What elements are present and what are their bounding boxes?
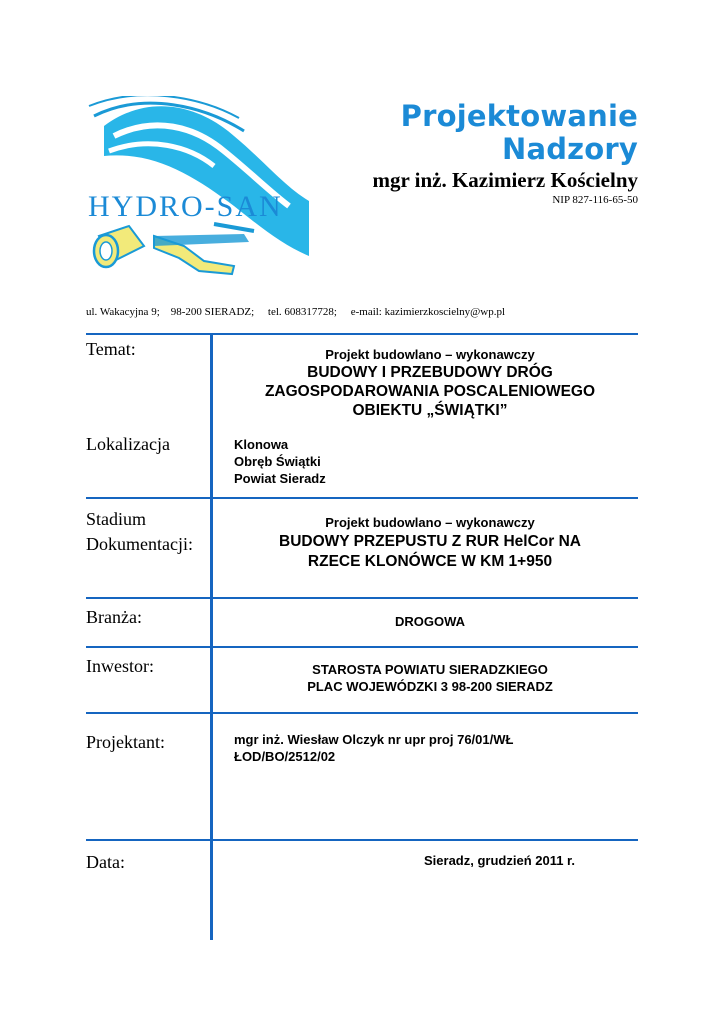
projektant-label: Projektant: [86, 732, 165, 752]
divider-projektant [86, 712, 638, 714]
temat-line-4: OBIEKTU „ŚWIĄTKI” [352, 402, 508, 419]
contact-line: ul. Wakacyjna 9; 98-200 SIERADZ; tel. 608317728; e-mail: kazimierzkoscielny@wp.pl [86, 306, 506, 318]
data-label: Data: [86, 852, 125, 872]
inwestor-line-2: PLAC WOJEWÓDZKI 3 98-200 SIERADZ [307, 679, 553, 694]
divider-stadium [86, 497, 638, 499]
branza-value: DROGOWA [394, 614, 466, 629]
temat-line-1: Projekt budowlano – wykonawczy [325, 347, 535, 362]
title-line-1: Projektowanie [400, 99, 638, 133]
branza-label: Branża: [86, 607, 142, 627]
nip-number: NIP 827-116-65-50 [552, 194, 638, 206]
author-name: mgr inż. Kazimierz Kościelny [372, 168, 638, 192]
data-value: Sieradz, grudzień 2011 r. [424, 853, 576, 868]
temat-label: Temat: [86, 339, 136, 359]
title-line-2: Nadzory [501, 132, 638, 166]
lokalizacja-line-3: Powiat Sieradz [234, 471, 326, 486]
stadium-label-1: Stadium [86, 509, 147, 529]
projektant-line-1: mgr inż. Wiesław Olczyk nr upr proj 76/01/WŁ [234, 732, 514, 747]
divider-branza [86, 597, 638, 599]
hydro-san-logo [84, 96, 314, 286]
stadium-line-1: Projekt budowlano – wykonawczy [325, 515, 535, 530]
projektant-line-2: ŁOD/BO/2512/02 [234, 749, 336, 764]
inwestor-label: Inwestor: [86, 656, 154, 676]
logo-text: HYDRO-SAN [88, 190, 283, 223]
stadium-label-2: Dokumentacji: [86, 534, 193, 554]
stadium-line-3: RZECE KLONÓWCE W KM 1+950 [307, 553, 553, 570]
lokalizacja-line-2: Obręb Świątki [234, 454, 321, 469]
temat-line-3: ZAGOSPODAROWANIA POSCALENIOWEGO [264, 383, 596, 400]
lokalizacja-line-1: Klonowa [234, 437, 289, 452]
divider-vertical [210, 333, 213, 940]
divider-inwestor [86, 646, 638, 648]
temat-line-2: BUDOWY I PRZEBUDOWY DRÓG [307, 364, 553, 381]
inwestor-line-1: STAROSTA POWIATU SIERADZKIEGO [312, 662, 548, 677]
lokalizacja-label: Lokalizacja [86, 434, 170, 454]
divider-top [86, 333, 638, 335]
stadium-line-2: BUDOWY PRZEPUSTU Z RUR HelCor NA [279, 533, 581, 550]
divider-data [86, 839, 638, 841]
